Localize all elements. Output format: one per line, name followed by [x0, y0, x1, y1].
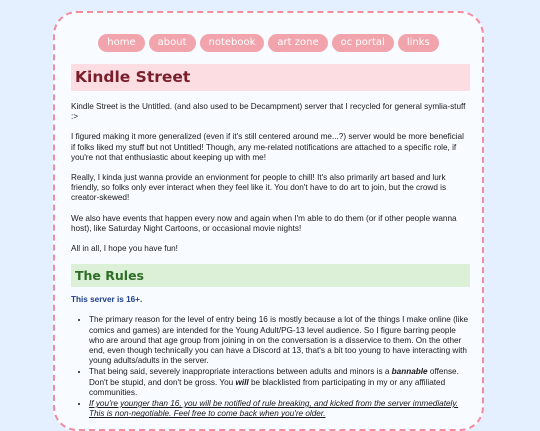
title-banner [71, 64, 470, 91]
chill-paragraph: Really, I kinda just wanna provide an envionment for people to chill! It's also primarily art based and lurk friendly, so folks only ever interact when they feel like it. You don't have to do art to join, but the crowd is creator-skewed! [71, 173, 447, 203]
rule-item: • If you're younger than 16, you will be notified of rule breaking, and kicked from the server immediately. This is non-negotiable. Feel free to come back when you're older. [89, 399, 470, 419]
rule-item [89, 367, 470, 398]
page-frame [53, 11, 484, 431]
nav-notebook[interactable]: notebook [200, 34, 265, 52]
nav-art-zone[interactable]: art zone [268, 34, 327, 52]
nav-links[interactable]: links [398, 34, 439, 52]
nav-home[interactable]: home [98, 34, 144, 52]
rule-item: • The primary reason for the level of entry being 16 is mostly because a lot of the things I make online (like comics and games) are intended for the Young Adult/PG-13 level audience. So I figure barring people who are around that age group from joining in on the conversation is a disservice to them. On the other end, even though technically you can have a Discord at 13, that's a bit too young to have interacting with young adults/adults in the server. [89, 315, 470, 366]
rules-heading: The Rules [75, 267, 144, 283]
intro-paragraph: Kindle Street is the Untitled. (and also used to be Decampment) server that I recycled for general symlia-stuff :> [71, 102, 466, 122]
nav-oc-portal[interactable]: oc portal [332, 34, 394, 52]
rules-list [71, 315, 470, 419]
rule-text: That being said, severely inappropriate interactions between adults and minors is a [89, 367, 392, 377]
rules-banner [71, 264, 470, 287]
will-emphasis: will [235, 377, 249, 387]
rule-text: be blacklisted from participating in my or any affiliated communities. [89, 377, 446, 397]
closing-paragraph: All in all, I hope you have fun! [71, 244, 178, 254]
events-paragraph: We also have events that happen every now and again when I'm able to do them (or if other people wanna host), like Saturday Night Cartoons, or occasional movie nights! [71, 213, 457, 233]
main-content [71, 64, 470, 420]
page-title: Kindle Street [75, 68, 191, 87]
age-requirement: This server is 16+. [71, 295, 143, 305]
bannable-emphasis: bannable [391, 367, 428, 377]
generalized-paragraph: I figured making it more generalized (even if it's still centered around me...?) server would be more beneficial if folks liked my stuff but not Untitled! Though, any me-related notifications are attached to a specific role, if you're not that enthusiastic about keeping up with me! [71, 132, 464, 162]
nav-about[interactable]: about [149, 34, 196, 52]
nav-bar [55, 34, 482, 52]
rule-text: offense. Don't be stupid, and don't be gross. You [89, 367, 459, 387]
